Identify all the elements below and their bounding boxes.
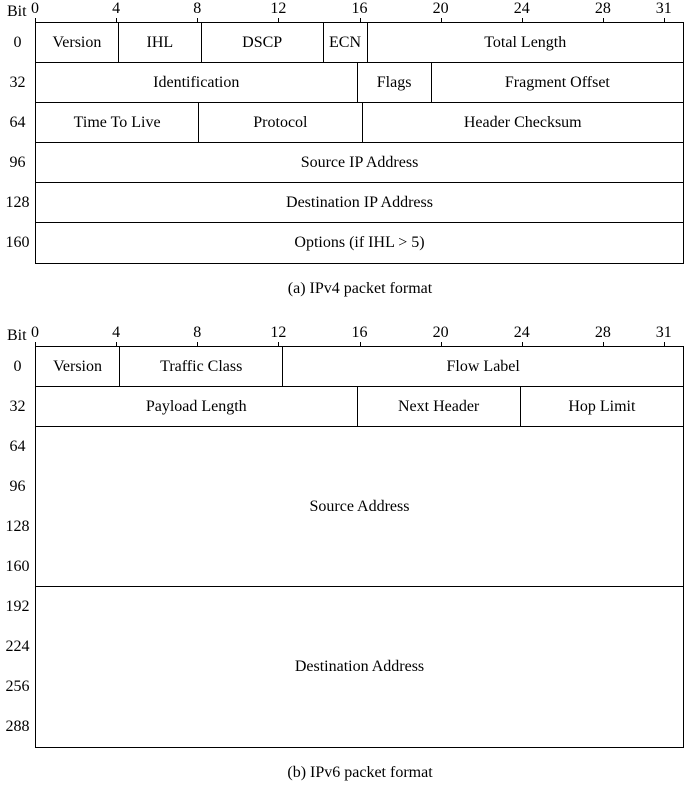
- bit-number-4: 4: [112, 0, 121, 17]
- field-flags: Flags: [358, 63, 432, 102]
- bit-tick-mark: [35, 342, 36, 346]
- bit-number-16: 16: [351, 0, 368, 17]
- bit-offset-label-160: 160: [5, 234, 30, 251]
- bit-offset-label-64: 64: [9, 438, 26, 455]
- bit-scale: [31, 0, 684, 22]
- field-version: Version: [36, 23, 119, 62]
- bit-offset-labels: [0, 22, 35, 264]
- field-destination-address: Destination Address: [294, 658, 425, 675]
- bit-offset-label-96: 96: [9, 478, 26, 495]
- bit-tick-mark: [35, 18, 36, 22]
- field-source-ip-address: Source IP Address: [300, 153, 419, 171]
- bit-tick-mark: [278, 342, 279, 346]
- bit-tick-mark: [360, 18, 361, 22]
- bit-number-0: 0: [31, 0, 39, 17]
- bit-tick-mark: [522, 342, 523, 346]
- bit-axis-label: Bit: [7, 3, 27, 20]
- diagram-caption: (a) IPv4 packet format: [287, 280, 433, 297]
- field-total-length: Total Length: [484, 33, 567, 51]
- bit-tick-mark: [116, 18, 117, 22]
- bit-axis-label: Bit: [7, 327, 27, 344]
- bit-offset-label-96: 96: [9, 154, 26, 171]
- bit-offset-label-256: 256: [5, 678, 30, 695]
- bit-tick-mark: [664, 342, 665, 346]
- bit-tick-mark: [197, 342, 198, 346]
- bit-number-8: 8: [193, 324, 202, 341]
- bit-offset-label-32: 32: [9, 74, 26, 91]
- bit-tick-mark: [441, 342, 442, 346]
- bit-tick-mark: [441, 18, 442, 22]
- ipv6-packet-format-diagram: [0, 324, 685, 782]
- field-version: Version: [36, 347, 120, 386]
- field-hop-limit: Hop Limit: [568, 397, 636, 415]
- field-protocol: Protocol: [199, 103, 362, 142]
- bit-tick-mark: [197, 18, 198, 22]
- field-traffic-class: Traffic Class: [120, 347, 283, 386]
- packet-row: [36, 143, 683, 183]
- field-fragment-offset: Fragment Offset: [504, 73, 610, 91]
- bit-offset-label-0: 0: [13, 34, 22, 51]
- packet-row: [36, 23, 683, 63]
- bit-offset-label-160: 160: [5, 558, 30, 575]
- packet-table-body: [0, 22, 684, 264]
- bit-tick-mark: [116, 342, 117, 346]
- field-destination-ip-address: Destination IP Address: [286, 193, 433, 211]
- bit-offset-label-0: 0: [13, 358, 22, 375]
- packet-row: [36, 587, 683, 747]
- bit-number-12: 12: [270, 0, 287, 17]
- field-table: [35, 22, 684, 264]
- bit-offset-label-32: 32: [9, 398, 26, 415]
- bit-number-31: 31: [655, 324, 672, 341]
- field-payload-length: Payload Length: [36, 387, 358, 426]
- field-time-to-live: Time To Live: [36, 103, 199, 142]
- bit-tick-mark: [278, 18, 279, 22]
- field-table: [35, 346, 684, 748]
- bit-number-0: 0: [31, 324, 39, 341]
- ipv4-packet-format-diagram: [0, 0, 685, 298]
- bit-number-31: 31: [655, 0, 672, 17]
- bit-offset-label-128: 128: [5, 194, 30, 211]
- bit-offset-label-288: 288: [5, 718, 30, 735]
- bit-number-12: 12: [270, 324, 287, 341]
- bit-number-28: 28: [594, 0, 611, 17]
- packet-row: [36, 63, 683, 103]
- bit-number-20: 20: [432, 0, 449, 17]
- packet-row: [36, 103, 683, 143]
- bit-number-20: 20: [432, 324, 449, 341]
- field-next-header: Next Header: [358, 387, 521, 426]
- bit-offset-label-224: 224: [5, 638, 30, 655]
- diagram-caption: (b) IPv6 packet format: [287, 764, 433, 781]
- bit-number-16: 16: [351, 324, 368, 341]
- bit-number-8: 8: [193, 0, 202, 17]
- bit-number-24: 24: [513, 0, 530, 17]
- field-identification: Identification: [36, 63, 358, 102]
- field-ecn: ECN: [324, 23, 368, 62]
- bit-number-4: 4: [112, 324, 121, 341]
- packet-row: [36, 387, 683, 427]
- bit-number-24: 24: [513, 324, 530, 341]
- bit-offset-label-192: 192: [5, 598, 30, 615]
- field-dscp: DSCP: [202, 23, 324, 62]
- packet-row: [36, 427, 683, 587]
- bit-offset-label-64: 64: [9, 114, 26, 131]
- bit-offset-labels: [0, 346, 35, 748]
- bit-tick-mark: [664, 18, 665, 22]
- bit-scale: [31, 324, 684, 346]
- packet-table-body: [0, 346, 684, 748]
- packet-row: [36, 183, 683, 223]
- bit-axis-row: [0, 324, 684, 346]
- bit-tick-mark: [603, 18, 604, 22]
- bit-offset-label-128: 128: [5, 518, 30, 535]
- bit-number-28: 28: [594, 324, 611, 341]
- bit-tick-mark: [603, 342, 604, 346]
- packet-row: [36, 223, 683, 263]
- packet-row: [36, 347, 683, 387]
- field-ihl: IHL: [119, 23, 202, 62]
- bit-tick-mark: [522, 18, 523, 22]
- bit-tick-mark: [360, 342, 361, 346]
- field-source-address: Source Address: [309, 497, 410, 515]
- field-flow-label: Flow Label: [446, 357, 520, 375]
- field-options-if-ihl-5: Options (if IHL > 5): [294, 234, 425, 251]
- field-header-checksum: Header Checksum: [463, 113, 582, 131]
- bit-axis-row: [0, 0, 684, 22]
